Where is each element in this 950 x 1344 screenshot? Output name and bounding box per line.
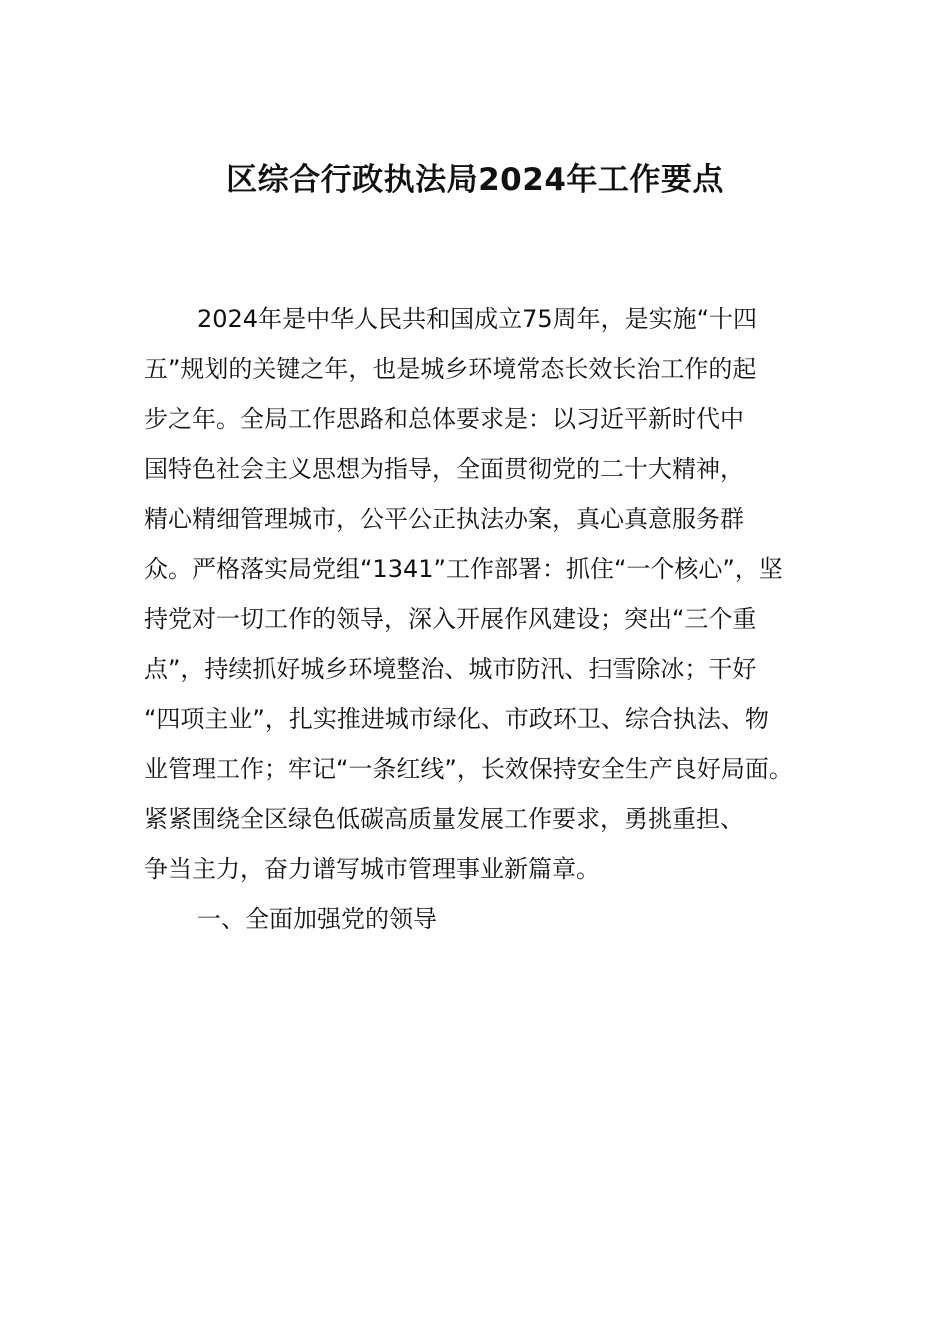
paragraph-line: 持党对一切工作的领导，深入开展作风建设；突出“三个重 [144,605,757,633]
paragraph-line: “四项主业”，扎实推进城市绿化、市政环卫、综合执法、物 [144,705,769,733]
document-body [144,294,812,944]
paragraph-line: 争当主力，奋力谱写城市管理事业新篇章。 [144,855,600,883]
document-title: 区综合行政执法局2024年工作要点 [226,162,724,198]
paragraph-line: 五”规划的关键之年，也是城乡环境常态长效长治工作的起 [144,355,757,383]
paragraph-line: 精心精细管理城市，公平公正执法办案，真心真意服务群 [144,505,744,533]
paragraph-line: 点”，持续抓好城乡环境整治、城市防汛、扫雪除冰；干好 [144,655,757,683]
paragraph-line: 2024年是中华人民共和国成立75周年，是实施“十四 [197,305,758,333]
paragraph-line: 业管理工作；牢记“一条红线”，长效保持安全生产良好局面。 [144,755,793,783]
paragraph-line: 众。严格落实局党组“1341”工作部署：抓住“一个核心”，坚 [144,555,783,583]
section-heading: 一、全面加强党的领导 [197,905,437,933]
paragraph-line: 国特色社会主义思想为指导，全面贯彻党的二十大精神， [144,455,744,483]
paragraph-line: 步之年。全局工作思路和总体要求是：以习近平新时代中 [144,405,744,433]
paragraph-line: 紧紧围绕全区绿色低碳高质量发展工作要求，勇挑重担、 [144,805,744,833]
